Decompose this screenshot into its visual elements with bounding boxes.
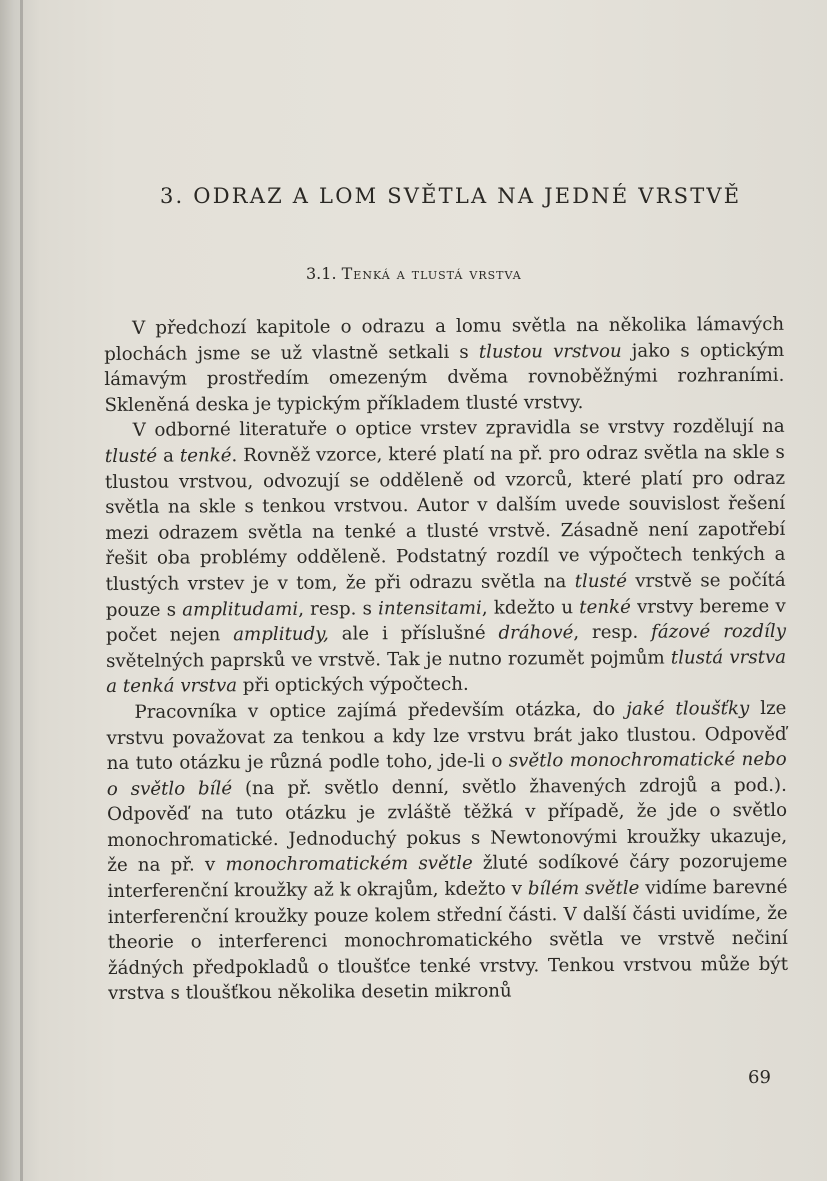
page-number: 69 <box>748 1067 771 1088</box>
paragraph: V předchozí kapitole o odrazu a lomu světla na několika lámavých plochách jsme se už vlastně setkali s tlustou vrstvou jako s optickým lámavým prostředím omezeným dvěma rovnoběžnými rozhraními. Skleněná deska je typickým příkladem tlusté vrstvy. <box>104 313 785 416</box>
chapter-title: 3. ODRAZ A LOM SVĚTLA NA JEDNÉ VRSTVĚ <box>160 184 742 208</box>
section-number: 3.1. <box>306 264 337 283</box>
paragraph: V odborné literatuře o optice vrstev zpravidla se vrstvy rozdělují na tlusté a tenké. Rovněž vzorce, které platí na př. pro odraz světla na skle s tlustou vrstvou, odvozují se odděleně od vzorců, které platí pro odraz světla na skle s tenkou vrstvou. Autor v dalším uvede souvislost řešení mezi odrazem světla na tenké a tlusté vrstvě. Zásadně není zapotřebí řešit oba problémy odděleně. Podstatný rozdíl ve výpočtech tenkých a tlustých vrstev je v tom, že při odrazu světla na tlusté vrstvě se počítá pouze s amplitudami, resp. s intensitami, kdežto u tenké vrstvy bereme v počet nejen amplitudy, ale i příslušné dráhové, resp. fázové rozdíly světelných paprsků ve vrstvě. Tak je nutno rozumět pojmům tlustá vrstva a tenká vrstva při optických výpočtech. <box>104 416 787 698</box>
body-text <box>104 312 788 1007</box>
paragraph: Pracovníka v optice zajímá především otázka, do jaké tloušťky lze vrstvu považovat za tenkou a kdy lze vrstvu brát jako tlustou. Odpověď na tuto otázku je různá podle toho, jde-li o světlo monochromatické nebo o světlo bílé (na př. světlo denní, světlo žhavených zdrojů a pod.). Odpověď na tuto otázku je zvláště těžká v případě, že jde o světlo monochromatické. Jednoduchý pokus s Newtonovými kroužky ukazuje, že na př. v monochromatickém světle žluté sodíkové čáry pozorujeme interferenční kroužky až k okrajům, kdežto v bílém světle vidíme barevné interferenční kroužky pouze kolem střední části. V další části uvidíme, že theorie o interferenci monochromatického světla ve vrstvě nečiní žádných předpokladů o tloušťce tenké vrstvy. Tenkou vrstvou může být vrstva s tloušťkou několika desetin mikronů <box>106 697 789 1005</box>
section-heading <box>306 264 522 283</box>
section-title: Tenká a tlustá vrstva <box>341 264 522 283</box>
